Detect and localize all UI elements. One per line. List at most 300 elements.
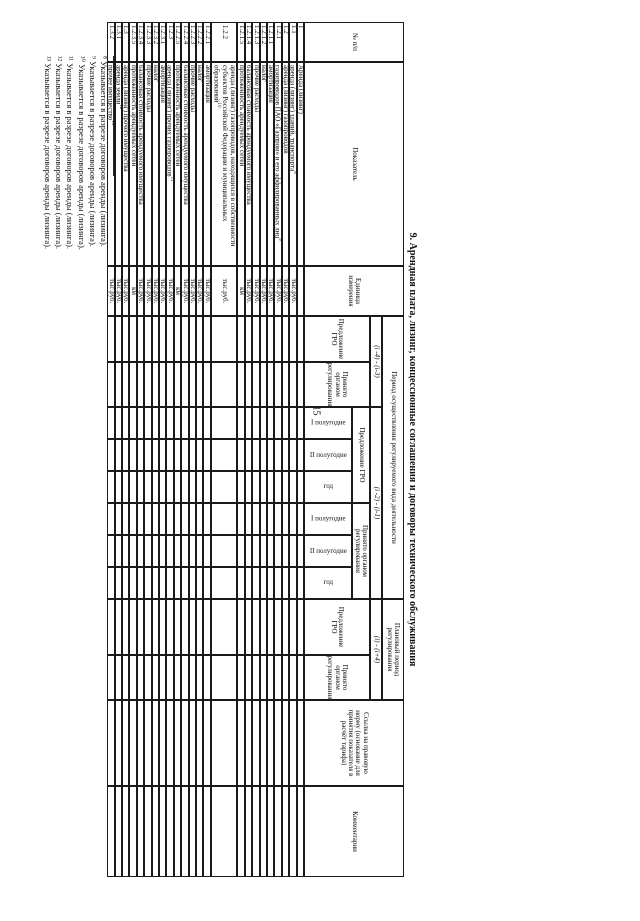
row-indicator: [189, 62, 196, 266]
row-value: [174, 503, 181, 535]
row-value: [297, 655, 304, 700]
row-unit: [203, 266, 210, 316]
row-value: [203, 535, 210, 567]
row-value: [189, 700, 196, 786]
row-unit: [115, 266, 122, 316]
row-value: [174, 700, 181, 786]
header-comments-text: Комментарии: [350, 811, 359, 852]
row-value: [282, 567, 289, 599]
row-value: [181, 535, 188, 567]
row-value: [252, 316, 259, 362]
row-value: [129, 471, 136, 503]
row-value: [115, 362, 122, 407]
row-indicator: [289, 62, 296, 266]
row-value: [137, 567, 144, 599]
row-value: [203, 439, 210, 471]
row-value: [122, 567, 129, 599]
row-value: [282, 535, 289, 567]
row-indicator-text: прочие расходы: [144, 65, 153, 113]
row-value: [189, 503, 196, 535]
row-value: [237, 599, 244, 655]
row-value: [245, 535, 252, 567]
row-value: [166, 567, 173, 599]
row-num: [237, 22, 244, 62]
row-indicator: [237, 62, 244, 266]
row-value: [252, 567, 259, 599]
footnote: ⁸ Указывается в разрезе договоров аренды (лизинга).: [99, 56, 109, 247]
row-value: [211, 439, 238, 471]
header-unit-text: Единица измерения: [347, 275, 363, 307]
footnote-ref: 9: [277, 238, 283, 241]
row-value: [159, 535, 166, 567]
row-value: [115, 439, 122, 471]
row-value: [137, 503, 144, 535]
row-value: [189, 407, 196, 439]
header-comments: [304, 786, 404, 877]
footnote: ¹² Указывается в разрезе договоров аренды (лизинга).: [54, 56, 65, 250]
row-value: [297, 316, 304, 362]
header-proposal-gro-c: [304, 599, 370, 655]
row-value: [137, 316, 144, 362]
row-value: [245, 471, 252, 503]
row-value: [282, 786, 289, 877]
row-value: [129, 655, 136, 700]
row-value: [260, 599, 267, 655]
row-indicator: [115, 62, 122, 266]
row-value: [267, 700, 274, 786]
row-value: [152, 316, 159, 362]
row-unit-text: тыс.руб.: [137, 278, 146, 304]
row-value: [107, 786, 114, 877]
row-value: [152, 567, 159, 599]
row-num-text: 1.2.3.1: [159, 25, 168, 45]
row-value: [152, 439, 159, 471]
row-value: [166, 439, 173, 471]
row-indicator: [211, 62, 238, 266]
row-num-text: 1.2.2.2: [196, 25, 205, 45]
header-reference: [304, 700, 404, 786]
row-value: [122, 471, 129, 503]
row-value: [115, 786, 122, 877]
row-value: [137, 786, 144, 877]
row-value: [152, 786, 159, 877]
row-value: [267, 439, 274, 471]
row-value: [252, 471, 259, 503]
row-value: [211, 535, 238, 567]
row-indicator: [252, 62, 259, 266]
row-num: [174, 22, 181, 62]
row-value: [237, 316, 244, 362]
row-num-text: 1.2.2.4: [181, 25, 190, 45]
row-unit: [245, 266, 252, 316]
row-value: [115, 471, 122, 503]
header-accepted-body-b-text: Принято органом регулирования: [354, 524, 370, 577]
row-value: [203, 700, 210, 786]
row-indicator-text: протяжённость арендуемых сетей: [174, 65, 183, 167]
header-formula-c: [370, 599, 382, 700]
header-indicator-text: Показатель: [350, 147, 359, 181]
row-value: [159, 700, 166, 786]
row-value: [211, 503, 238, 535]
row-value: [211, 599, 238, 655]
header-half-2-text: II полугодие: [309, 450, 347, 459]
row-value: [297, 599, 304, 655]
row-value: [166, 700, 173, 786]
row-unit: [122, 266, 129, 316]
row-value: [137, 471, 144, 503]
row-unit-text: тыс.руб.: [259, 278, 268, 304]
row-value: [189, 567, 196, 599]
row-num-text: 1.2.1.5: [237, 25, 246, 45]
row-unit-text: тыс.руб.: [252, 278, 261, 304]
row-value: [159, 503, 166, 535]
row-value: [189, 439, 196, 471]
row-num-text: 1.2.1.3: [252, 25, 261, 45]
header-half-1-b: [304, 503, 352, 535]
row-value: [267, 655, 274, 700]
row-value: [115, 503, 122, 535]
row-value: [289, 407, 296, 439]
row-value: [196, 439, 203, 471]
row-value: [166, 362, 173, 407]
row-value: [196, 471, 203, 503]
row-unit: [152, 266, 159, 316]
row-num-text: 1.1: [289, 25, 298, 34]
row-value: [152, 362, 159, 407]
row-value: [174, 786, 181, 877]
header-formula-c-text: (i) - (i+4): [372, 635, 381, 664]
row-num: [129, 22, 136, 62]
row-value: [211, 316, 238, 362]
row-value: [297, 786, 304, 877]
row-value: [237, 786, 244, 877]
row-num-text: 1.2.1.1: [267, 25, 276, 45]
header-proposal-gro: [304, 316, 370, 362]
row-value: [267, 567, 274, 599]
row-value: [129, 700, 136, 786]
row-unit: [274, 266, 281, 316]
row-num-text: 1.2: [282, 25, 291, 34]
row-value: [122, 316, 129, 362]
row-indicator-text: балансовая стоимость арендуемого имущества: [137, 65, 146, 205]
row-value: [237, 362, 244, 407]
row-value: [122, 503, 129, 535]
row-unit: [159, 266, 166, 316]
header-formula-b: [370, 407, 382, 599]
header-half-1-b-text: I полугодие: [310, 514, 346, 523]
row-value: [252, 362, 259, 407]
row-value: [260, 471, 267, 503]
row-unit-text: км: [174, 287, 183, 295]
row-value: [282, 362, 289, 407]
row-value: [122, 786, 129, 877]
lease-table: [106, 22, 404, 877]
row-value: [245, 655, 252, 700]
row-indicator-text: аренда (лизинг) газопроводов, находящихся в собственности субъектов Российской Федерации и муниципальных образований$^{10}$: [212, 65, 237, 247]
row-num: [211, 22, 238, 62]
row-value: [181, 567, 188, 599]
row-value: [144, 700, 151, 786]
row-value: [144, 786, 151, 877]
row-value: [245, 700, 252, 786]
row-value: [196, 535, 203, 567]
header-year-b: [304, 567, 352, 599]
row-unit-text: тыс.руб.: [107, 278, 116, 304]
row-num: [297, 22, 304, 62]
row-value: [237, 439, 244, 471]
row-unit: [252, 266, 259, 316]
row-value: [159, 786, 166, 877]
row-value: [196, 700, 203, 786]
row-value: [174, 316, 181, 362]
row-num-text: 1.2.3.5: [129, 25, 138, 45]
footnote-ref: 13: [110, 120, 116, 126]
row-value: [260, 316, 267, 362]
row-unit: [267, 266, 274, 316]
row-unit-text: км: [237, 287, 246, 295]
row-num: [196, 22, 203, 62]
row-value: [122, 439, 129, 471]
row-value: [129, 407, 136, 439]
row-value: [252, 700, 259, 786]
row-unit-text: тыс.руб.: [181, 278, 190, 304]
header-half-2-b-text: II полугодие: [309, 546, 347, 555]
row-value: [129, 599, 136, 655]
row-value: [252, 655, 259, 700]
row-value: [260, 503, 267, 535]
row-value: [129, 362, 136, 407]
header-formula-b-text: (i -2) - (i-1): [372, 486, 381, 520]
row-value: [203, 567, 210, 599]
row-value: [211, 786, 238, 877]
row-value: [115, 567, 122, 599]
header-accepted-body: [304, 362, 370, 407]
row-value: [297, 362, 304, 407]
row-indicator-text: налог: [151, 65, 160, 82]
row-indicator: [159, 62, 166, 266]
row-num: [267, 22, 274, 62]
row-indicator: [137, 62, 144, 266]
row-value: [297, 535, 304, 567]
row-value: [181, 655, 188, 700]
row-unit: [289, 266, 296, 316]
row-indicator: [245, 62, 252, 266]
footnotes: [42, 56, 114, 756]
row-value: [203, 655, 210, 700]
row-num-text: 1.2.1.4: [245, 25, 254, 45]
row-value: [137, 599, 144, 655]
row-unit-text: тыс.руб.: [188, 278, 197, 304]
row-value: [260, 439, 267, 471]
row-num: [152, 22, 159, 62]
header-formula-a-text: (i -4) - (i-3): [372, 345, 381, 378]
row-num: [122, 22, 129, 62]
row-value: [144, 535, 151, 567]
row-unit-text: тыс.руб.: [245, 278, 254, 304]
row-unit-text: тыс.руб.: [282, 278, 291, 304]
row-value: [267, 471, 274, 503]
row-value: [189, 786, 196, 877]
row-value: [144, 407, 151, 439]
row-value: [196, 655, 203, 700]
header-proposal-gro-b-text: Предложение ГРО: [357, 427, 366, 483]
row-value: [282, 407, 289, 439]
row-value: [237, 700, 244, 786]
row-unit-text: тыс.руб.: [196, 278, 205, 304]
row-value: [260, 535, 267, 567]
row-value: [189, 316, 196, 362]
row-value: [115, 407, 122, 439]
row-num-text: 1.2.2.3: [188, 25, 197, 45]
row-num: [252, 22, 259, 62]
row-value: [203, 503, 210, 535]
row-value: [274, 471, 281, 503]
row-indicator-text: Аренда (лизинг): [296, 65, 305, 114]
header-accepted-body-c: [304, 655, 370, 700]
row-value: [260, 655, 267, 700]
row-indicator-text: амортизация: [267, 65, 276, 103]
row-value: [144, 362, 151, 407]
row-num: [181, 22, 188, 62]
page-number: 15: [310, 405, 322, 416]
row-value: [274, 535, 281, 567]
header-half-2-b: [304, 535, 352, 567]
header-indicator: [304, 62, 404, 266]
row-value: [144, 503, 151, 535]
row-num: [245, 22, 252, 62]
header-period: [382, 316, 404, 599]
row-value: [137, 535, 144, 567]
row-value: [166, 599, 173, 655]
row-value: [297, 567, 304, 599]
row-value: [297, 471, 304, 503]
row-unit-text: тыс.руб.: [203, 278, 212, 304]
footnote-ref: 12: [117, 104, 123, 110]
header-planned-period-text: Плановый период регулирования: [386, 622, 402, 677]
header-proposal-gro-b: [352, 407, 370, 503]
row-num-text: 1.2.2.5: [174, 25, 183, 45]
row-value: [181, 362, 188, 407]
row-value: [144, 567, 151, 599]
row-value: [211, 655, 238, 700]
row-value: [144, 655, 151, 700]
row-unit-text: тыс.руб.: [220, 278, 229, 304]
row-indicator: [203, 62, 210, 266]
footnote-separator: [113, 56, 114, 176]
footnote: ⁹ Указывается в разрезе договоров аренды (лизинга).: [87, 56, 98, 247]
footnote-ref: 8: [292, 171, 298, 174]
row-value: [196, 316, 203, 362]
row-value: [203, 471, 210, 503]
row-value: [189, 471, 196, 503]
row-value: [267, 316, 274, 362]
row-value: [122, 362, 129, 407]
row-indicator-text: балансовая стоимость арендуемого имущества: [181, 65, 190, 205]
row-indicator: [122, 62, 129, 266]
row-num: [260, 22, 267, 62]
row-value: [211, 567, 238, 599]
row-value: [274, 599, 281, 655]
row-value: [189, 655, 196, 700]
footnote-ref: 10: [216, 102, 222, 108]
row-value: [196, 567, 203, 599]
row-value: [174, 407, 181, 439]
row-value: [144, 471, 151, 503]
row-value: [196, 599, 203, 655]
row-value: [166, 503, 173, 535]
row-unit: [181, 266, 188, 316]
row-num: [203, 22, 210, 62]
row-value: [260, 567, 267, 599]
row-num: [282, 22, 289, 62]
row-value: [166, 471, 173, 503]
row-value: [137, 439, 144, 471]
header-unit: [304, 266, 404, 316]
row-value: [152, 471, 159, 503]
row-value: [181, 439, 188, 471]
row-value: [174, 471, 181, 503]
row-value: [289, 535, 296, 567]
header-num: [304, 22, 404, 62]
row-value: [260, 786, 267, 877]
row-value: [129, 786, 136, 877]
row-value: [203, 362, 210, 407]
row-unit-text: тыс.руб.: [122, 278, 131, 304]
row-value: [181, 786, 188, 877]
row-value: [274, 407, 281, 439]
row-value: [189, 535, 196, 567]
row-indicator: [274, 62, 281, 266]
row-value: [159, 655, 166, 700]
row-value: [267, 362, 274, 407]
row-value: [159, 439, 166, 471]
row-value: [181, 599, 188, 655]
row-value: [152, 599, 159, 655]
row-value: [237, 567, 244, 599]
row-value: [252, 407, 259, 439]
footnote: ¹⁰ Указывается в разрезе договоров аренды (лизинга).: [76, 56, 87, 250]
row-value: [115, 700, 122, 786]
row-value: [245, 786, 252, 877]
row-value: [122, 407, 129, 439]
row-value: [267, 786, 274, 877]
header-year-b-text: год: [323, 578, 333, 587]
row-value: [289, 471, 296, 503]
row-value: [289, 700, 296, 786]
row-value: [297, 439, 304, 471]
header-year: [304, 471, 352, 503]
row-value: [159, 471, 166, 503]
row-value: [203, 316, 210, 362]
row-indicator-text: амортизация: [203, 65, 212, 103]
row-value: [174, 362, 181, 407]
row-value: [189, 599, 196, 655]
row-indicator-text: аренда (лизинг) прочих газопроводов$^{11}$: [166, 65, 175, 182]
row-indicator-text: прочее имущество$^{13}$: [106, 65, 116, 126]
row-unit: [174, 266, 181, 316]
row-value: [289, 655, 296, 700]
header-reference-text: Ссылка на правовую норму (основание для принятия показателя в расчёт тарифа): [339, 709, 370, 777]
row-value: [166, 655, 173, 700]
row-indicator: [166, 62, 173, 266]
row-value: [203, 786, 210, 877]
header-period-text: Период осуществления регулируемого вида деятельности: [389, 371, 398, 544]
footnote: ¹³ Указывается в разрезе договоров аренды (лизинга).: [42, 56, 53, 250]
row-value: [181, 700, 188, 786]
row-value: [267, 535, 274, 567]
row-num-text: 1.3.2: [107, 25, 116, 39]
row-unit-text: тыс.руб.: [144, 278, 153, 304]
